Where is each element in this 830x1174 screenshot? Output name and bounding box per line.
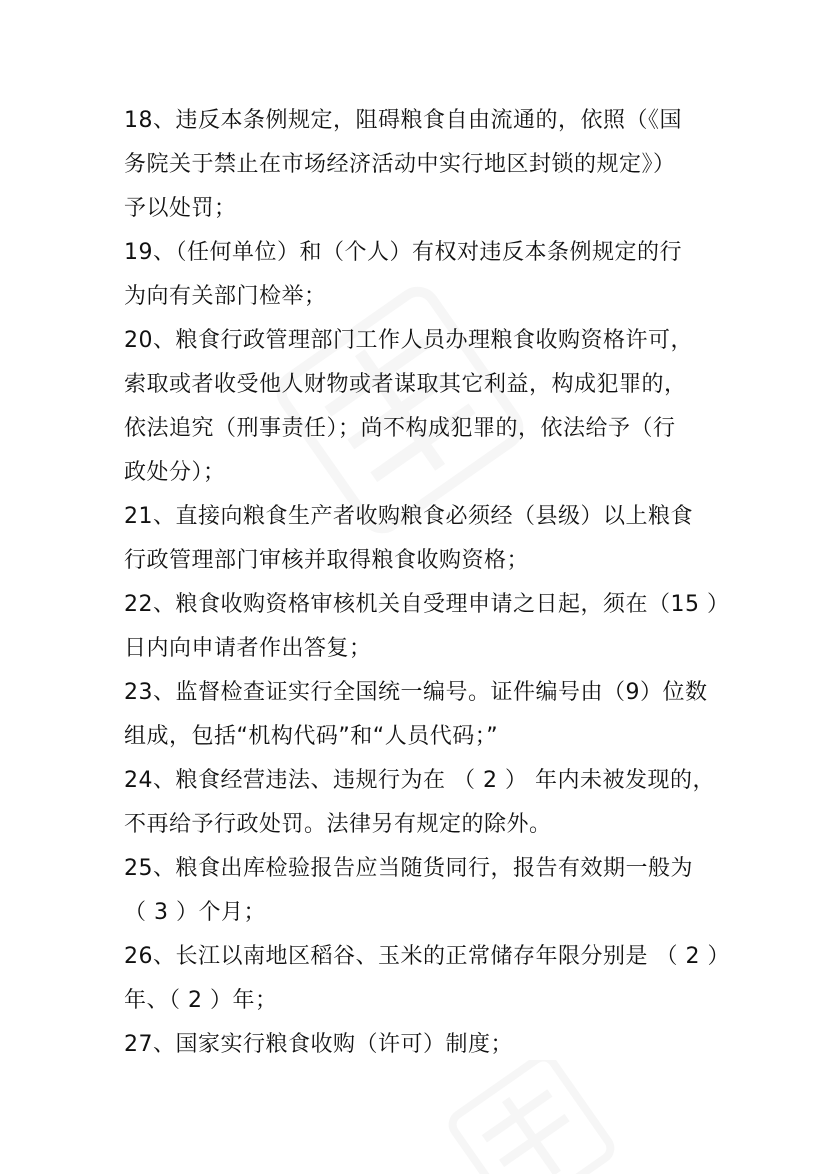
text-line: 日内向申请者作出答复；: [124, 636, 372, 661]
text-line: 务院关于禁止在市场经济活动中实行地区封锁的规定》）: [124, 152, 676, 177]
text-line: 予以处罚；: [124, 196, 237, 221]
text-line: 组成，包括“机构代码”和“人员代码；”: [124, 724, 499, 749]
text-line: 索取或者收受他人财物或者谋取其它利益，构成犯罪的，: [124, 372, 687, 397]
text-line: 26、长江以南地区稻谷、玉米的正常储存年限分别是 （ 2 ）: [124, 944, 730, 969]
watermark-graphic: [250, 280, 550, 540]
text-line: 24、粮食经营违法、违规行为在 （ 2 ） 年内未被发现的，: [124, 768, 715, 793]
text-line: 年、（ 2 ）年；: [124, 988, 278, 1013]
text-line: 23、监督检查证实行全国统一编号。证件编号由（9）位数: [124, 680, 708, 705]
text-line: 依法追究（刑事责任）；尚不构成犯罪的，依法给予（行: [124, 416, 676, 441]
text-line: 18、违反本条例规定，阻碍粮食自由流通的，依照（《国: [124, 108, 682, 133]
text-line: 22、粮食收购资格审核机关自受理申请之日起，须在（15 ）: [124, 592, 730, 617]
text-line: 19、（任何单位）和（个人）有权对违反本条例规定的行: [124, 240, 682, 265]
text-line: 不再给予行政处罚。法律另有规定的除外。: [124, 812, 552, 837]
text-line: 行政管理部门审核并取得粮食收购资格；: [124, 548, 530, 573]
text-line: （ 3 ）个月；: [124, 900, 266, 925]
text-line: 为向有关部门检举；: [124, 284, 327, 309]
watermark-graphic-bottom: [420, 1060, 620, 1174]
text-line: 25、粮食出库检验报告应当随货同行，报告有效期一般为: [124, 856, 693, 881]
text-line: 27、国家实行粮食收购（许可）制度；: [124, 1032, 513, 1057]
text-line: 政处分）；: [124, 460, 226, 485]
text-line: 21、直接向粮食生产者收购粮食必须经（县级）以上粮食: [124, 504, 693, 529]
text-line: 20、粮食行政管理部门工作人员办理粮食收购资格许可，: [124, 328, 693, 353]
